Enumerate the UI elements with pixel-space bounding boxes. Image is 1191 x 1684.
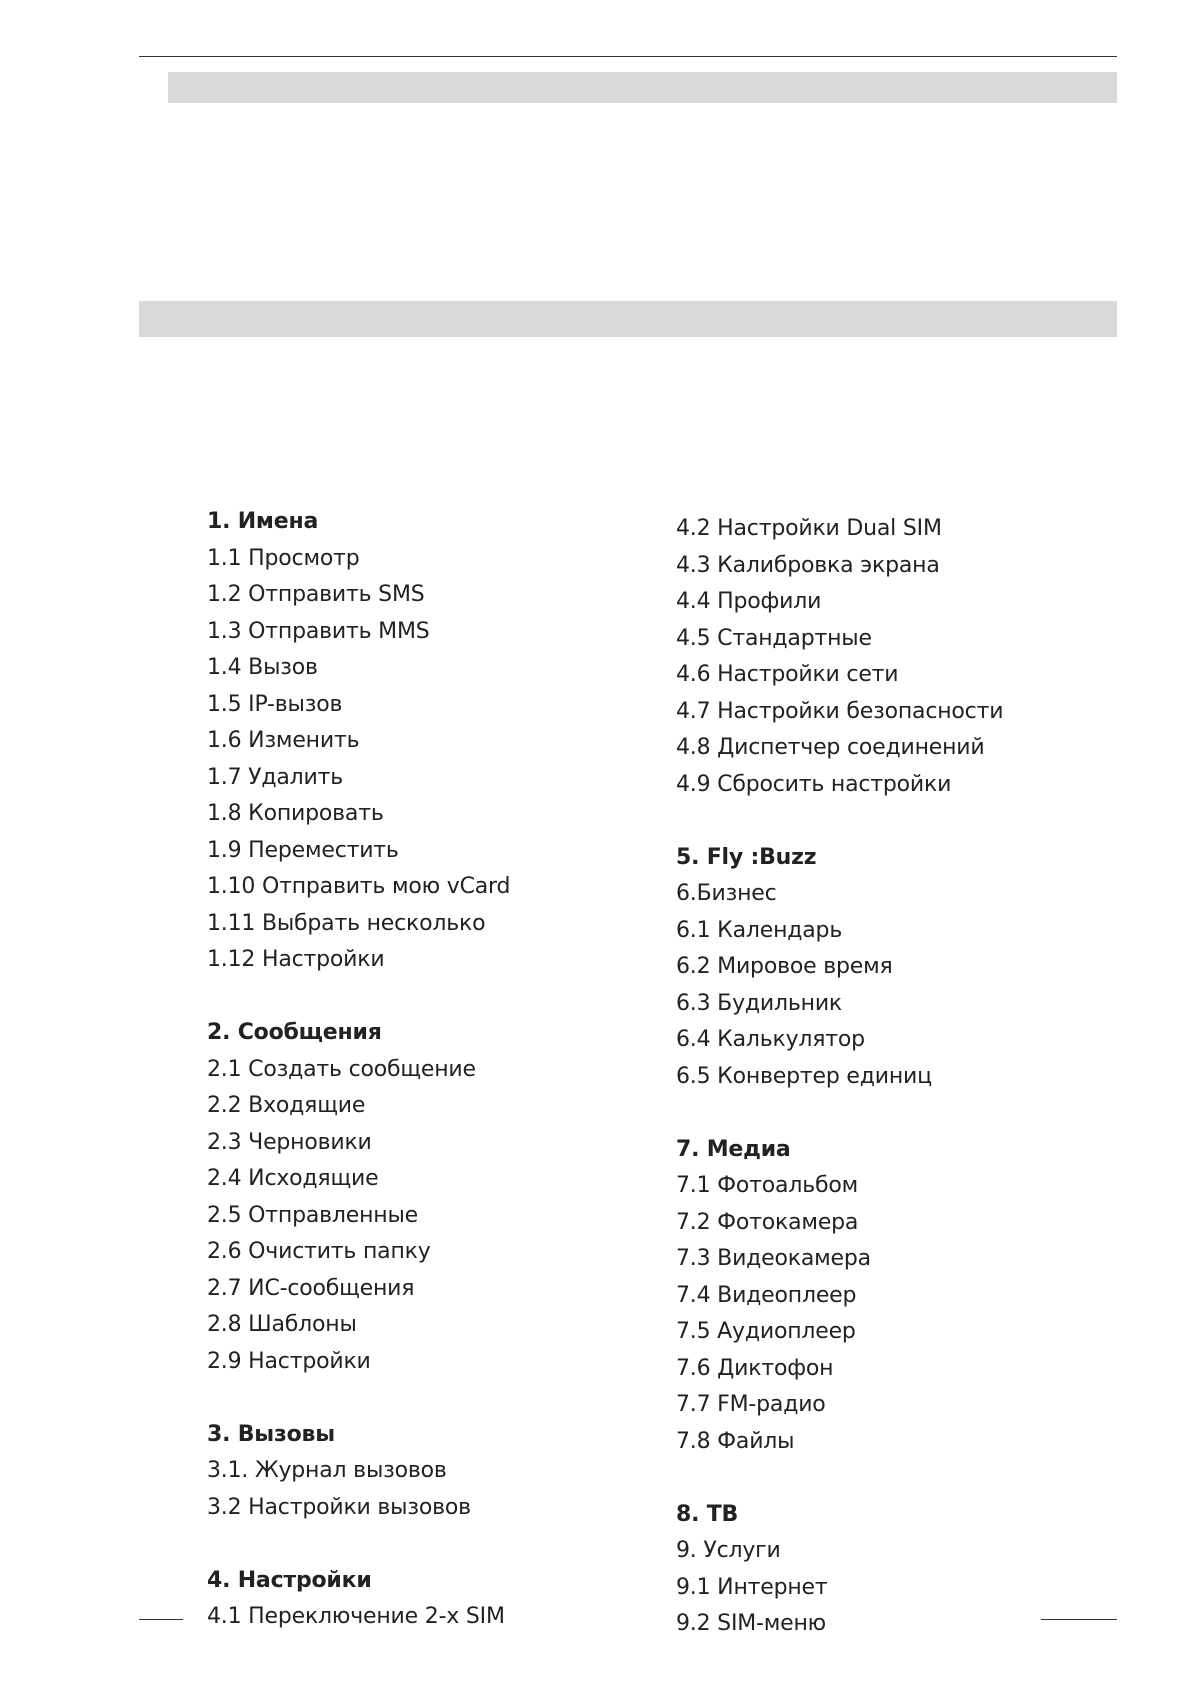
list-item: 9.2 SIM-меню <box>676 1611 826 1636</box>
list-item: 3.1. Журнал вызовов <box>207 1458 447 1483</box>
list-item: 7.8 Файлы <box>676 1428 795 1454</box>
list-item: 7.2 Фотокамера <box>676 1209 859 1235</box>
list-item: 6.3 Будильник <box>676 990 842 1016</box>
list-item: 4.1 Переключение 2-х SIM <box>207 1604 505 1629</box>
list-item: 2.4 Исходящие <box>207 1166 379 1191</box>
section-heading: 1. Имена <box>207 509 319 534</box>
list-item: 4.6 Настройки сети <box>676 662 899 687</box>
menu-list-right <box>676 511 1003 1643</box>
header-band <box>168 72 1117 103</box>
list-item: 1.1 Просмотр <box>207 545 360 571</box>
list-spacer <box>676 803 1003 840</box>
list-item: 1.9 Переместить <box>207 837 399 863</box>
list-item: 7.6 Диктофон <box>676 1355 834 1381</box>
list-item: 4.2 Настройки Dual SIM <box>676 516 942 541</box>
list-item: 2.2 Входящие <box>207 1093 366 1118</box>
list-item: 1.3 Отправить MMS <box>207 618 430 644</box>
section-heading: 8. ТВ <box>676 1501 739 1527</box>
list-item: 1.11 Выбрать несколько <box>207 910 486 936</box>
list-item: 1.10 Отправить мою vCard <box>207 874 511 899</box>
list-spacer <box>676 1460 1003 1497</box>
list-item: 4.3 Калибровка экрана <box>676 552 940 578</box>
section-band <box>139 301 1117 337</box>
list-item: 4.9 Сбросить настройки <box>676 771 952 797</box>
list-spacer <box>676 1095 1003 1132</box>
list-item: 4.8 Диспетчер соединений <box>676 735 985 760</box>
list-item: 1.12 Настройки <box>207 947 385 972</box>
top-rule <box>139 56 1117 57</box>
list-item: 2.9 Настройки <box>207 1348 371 1374</box>
list-item: 7.7 FM-радио <box>676 1392 826 1417</box>
list-item: 7.4 Видеоплеер <box>676 1282 857 1308</box>
list-item: 1.2 Отправить SMS <box>207 582 425 607</box>
list-item: 7.3 Видеокамера <box>676 1246 871 1271</box>
list-spacer <box>207 979 510 1016</box>
list-item: 2.8 Шаблоны <box>207 1312 357 1337</box>
section-heading: 3. Вызовы <box>207 1421 335 1447</box>
list-item: 4.7 Настройки безопасности <box>676 698 1004 724</box>
list-item: 1.5 IP-вызов <box>207 691 343 717</box>
footer-rule-right <box>1041 1619 1117 1620</box>
list-item: 4.4 Профили <box>676 589 822 614</box>
list-item: 6.1 Календарь <box>676 917 843 943</box>
list-item: 7.5 Аудиоплеер <box>676 1319 856 1344</box>
list-item: 2.3 Черновики <box>207 1129 372 1155</box>
section-heading: 4. Настройки <box>207 1567 372 1593</box>
list-item: 3.2 Настройки вызовов <box>207 1494 471 1520</box>
list-item: 1.4 Вызов <box>207 655 318 680</box>
footer-rule-left <box>139 1619 183 1620</box>
list-item: 6.5 Конвертер единиц <box>676 1063 932 1089</box>
list-item: 1.7 Удалить <box>207 764 344 790</box>
list-item: 2.5 Отправленные <box>207 1202 418 1228</box>
list-spacer <box>207 1526 510 1563</box>
section-heading: 7. Медиа <box>676 1136 791 1162</box>
list-item: 9. Услуги <box>676 1538 781 1563</box>
menu-list-left <box>207 504 510 1636</box>
list-item: 6.Бизнес <box>676 881 777 906</box>
list-spacer <box>207 1380 510 1417</box>
list-item: 4.5 Стандартные <box>676 625 872 651</box>
list-item: 2.7 ИС-сообщения <box>207 1275 415 1301</box>
list-item: 2.6 Очистить папку <box>207 1239 431 1264</box>
list-item: 1.8 Копировать <box>207 801 384 826</box>
list-item: 9.1 Интернет <box>676 1574 828 1600</box>
list-item: 6.4 Калькулятор <box>676 1027 865 1052</box>
list-item: 6.2 Мировое время <box>676 954 893 979</box>
list-item: 2.1 Создать сообщение <box>207 1056 476 1082</box>
list-item: 7.1 Фотоальбом <box>676 1173 858 1198</box>
list-item: 1.6 Изменить <box>207 728 360 753</box>
section-heading: 5. Fly :Buzz <box>676 844 817 870</box>
section-heading: 2. Сообщения <box>207 1020 382 1045</box>
